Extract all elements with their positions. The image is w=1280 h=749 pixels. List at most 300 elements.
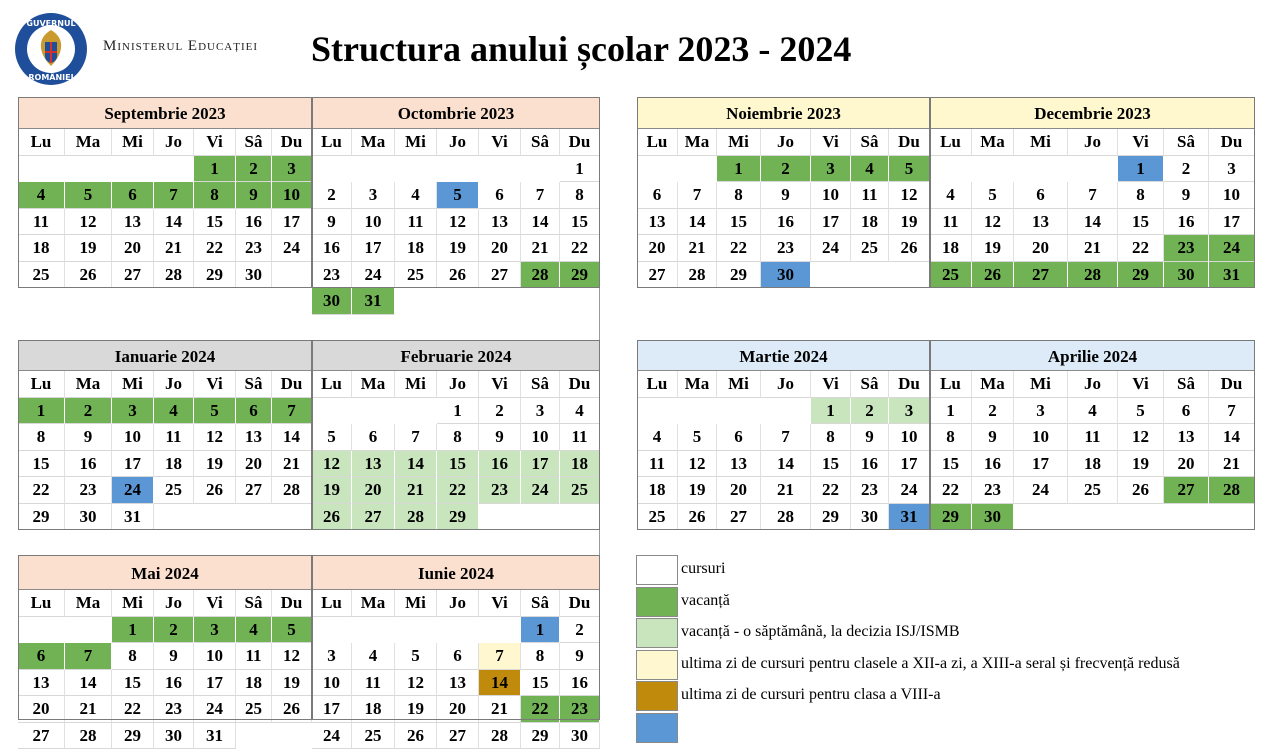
calendar-day: 18 <box>851 209 889 236</box>
calendar-day: 11 <box>930 209 972 236</box>
calendar-day: 2 <box>479 398 521 425</box>
calendar-day: 7 <box>395 424 437 451</box>
calendar-day: 18 <box>1068 451 1118 478</box>
calendar-day: 26 <box>972 262 1014 289</box>
calendar-day: 3 <box>272 156 312 183</box>
weekday-label: Mi <box>112 590 154 617</box>
calendar-day: 18 <box>236 670 272 697</box>
calendar-day: 10 <box>272 182 312 209</box>
calendar-day: 10 <box>1014 424 1068 451</box>
calendar-day: 28 <box>1068 262 1118 289</box>
weekday-label: Du <box>889 371 930 398</box>
calendar-day: 4 <box>154 398 194 425</box>
calendar-day: 9 <box>154 643 194 670</box>
calendar-day: 22 <box>930 477 972 504</box>
calendar-day: 29 <box>717 262 761 289</box>
calendar-day: 24 <box>521 477 560 504</box>
calendar-day: 6 <box>352 424 395 451</box>
calendar-day: 10 <box>889 424 930 451</box>
legend-swatch <box>636 555 678 585</box>
calendar-day: 15 <box>194 209 236 236</box>
calendar-day: 26 <box>1118 477 1164 504</box>
calendar-day: 12 <box>194 424 236 451</box>
calendar-day: 15 <box>437 451 479 478</box>
calendar-day: 17 <box>194 670 236 697</box>
weekday-label: Vi <box>1118 129 1164 156</box>
weekday-label: Jo <box>761 371 811 398</box>
calendar-day: 15 <box>717 209 761 236</box>
calendar-day: 20 <box>18 696 65 723</box>
calendar-day: 16 <box>312 235 352 262</box>
calendar-day: 9 <box>560 643 600 670</box>
legend-text: ultima zi de cursuri pentru clasele a XII-a zi, a XIII-a seral și frecvență redusă <box>681 655 1180 673</box>
calendar-day: 30 <box>761 262 811 289</box>
legend-swatch <box>636 650 678 680</box>
calendar-day: 7 <box>272 398 312 425</box>
calendar-day: 4 <box>18 182 65 209</box>
calendar-day: 17 <box>521 451 560 478</box>
calendar-day: 26 <box>272 696 312 723</box>
calendar-day: 11 <box>395 209 437 236</box>
month-title: Noiembrie 2023 <box>637 97 930 129</box>
calendar-day: 19 <box>395 696 437 723</box>
calendar-day: 16 <box>479 451 521 478</box>
calendar-day: 28 <box>678 262 717 289</box>
weekday-label: Vi <box>1118 371 1164 398</box>
weekday-label: Du <box>272 590 312 617</box>
calendar-day: 29 <box>18 504 65 531</box>
calendar-day: 3 <box>521 398 560 425</box>
weekday-label: Ma <box>65 371 112 398</box>
weekday-label: Lu <box>930 129 972 156</box>
calendar-day: 18 <box>930 235 972 262</box>
month-title: Septembrie 2023 <box>18 97 312 129</box>
calendar-day: 14 <box>521 209 560 236</box>
weekday-label: Lu <box>637 129 678 156</box>
month-title: Ianuarie 2024 <box>18 340 312 371</box>
calendar-day: 31 <box>1209 262 1255 289</box>
calendar-day: 21 <box>395 477 437 504</box>
calendar-day: 24 <box>811 235 851 262</box>
calendar-day: 28 <box>479 723 521 749</box>
weekday-label: Du <box>272 129 312 156</box>
calendar-day: 26 <box>889 235 930 262</box>
calendar-day: 29 <box>112 723 154 749</box>
legend-text: ultima zi de cursuri pentru clasa a VIII-a <box>681 686 941 704</box>
calendar-day: 6 <box>236 398 272 425</box>
calendar-day: 7 <box>678 182 717 209</box>
calendar-day: 4 <box>1068 398 1118 425</box>
weekday-label: Lu <box>930 371 972 398</box>
calendar-day: 13 <box>112 209 154 236</box>
calendar-day: 5 <box>312 424 352 451</box>
weekday-label: Lu <box>18 590 65 617</box>
weekday-label: Mi <box>395 129 437 156</box>
calendar-day: 30 <box>560 723 600 749</box>
calendar-day: 8 <box>437 424 479 451</box>
calendar-day: 27 <box>112 262 154 289</box>
calendar-day: 28 <box>154 262 194 289</box>
calendar-day: 4 <box>395 182 437 209</box>
calendar-day: 25 <box>18 262 65 289</box>
calendar-day: 8 <box>194 182 236 209</box>
calendar-day: 20 <box>1014 235 1068 262</box>
calendar-day: 5 <box>272 617 312 644</box>
calendar-day: 29 <box>1118 262 1164 289</box>
calendar-day: 17 <box>112 451 154 478</box>
calendar-day: 5 <box>1118 398 1164 425</box>
calendar-day: 14 <box>1068 209 1118 236</box>
calendar-day: 25 <box>236 696 272 723</box>
weekday-label: Ma <box>65 129 112 156</box>
weekday-label: Ma <box>352 371 395 398</box>
calendar-day: 3 <box>1209 156 1255 183</box>
weekday-label: Sâ <box>521 129 560 156</box>
calendar-day: 30 <box>65 504 112 531</box>
weekday-label: Vi <box>194 590 236 617</box>
logo-text-bottom: ROMÂNIEI <box>28 71 73 82</box>
calendar-day: 23 <box>236 235 272 262</box>
calendar-day: 24 <box>194 696 236 723</box>
calendar-day: 10 <box>521 424 560 451</box>
calendar-day: 16 <box>154 670 194 697</box>
calendar-day: 25 <box>1068 477 1118 504</box>
calendar-day: 28 <box>395 504 437 531</box>
calendar-day: 13 <box>479 209 521 236</box>
calendar-day: 26 <box>194 477 236 504</box>
weekday-label: Jo <box>437 129 479 156</box>
calendar-day: 6 <box>18 643 65 670</box>
calendar-day: 8 <box>811 424 851 451</box>
calendar-day: 24 <box>352 262 395 289</box>
calendar-day: 28 <box>761 504 811 531</box>
calendar-day: 18 <box>18 235 65 262</box>
calendar-day: 29 <box>437 504 479 531</box>
calendar-day: 2 <box>65 398 112 425</box>
calendar-day: 13 <box>236 424 272 451</box>
calendar-day: 17 <box>272 209 312 236</box>
calendar-day: 23 <box>761 235 811 262</box>
calendar-day: 21 <box>65 696 112 723</box>
calendar-day: 6 <box>479 182 521 209</box>
calendar-day: 20 <box>112 235 154 262</box>
calendar-day: 1 <box>930 398 972 425</box>
calendar-day: 20 <box>437 696 479 723</box>
calendar-day: 29 <box>930 504 972 531</box>
logo-text-top: GUVERNUL <box>26 19 75 28</box>
calendar-day: 12 <box>395 670 437 697</box>
calendar-day: 23 <box>154 696 194 723</box>
calendar-day: 18 <box>560 451 600 478</box>
weekday-label: Sâ <box>851 371 889 398</box>
calendar-day: 26 <box>312 504 352 531</box>
weekday-label: Du <box>560 590 600 617</box>
weekday-label: Ma <box>65 590 112 617</box>
calendar-day: 25 <box>395 262 437 289</box>
calendar-day: 1 <box>811 398 851 425</box>
calendar-day: 12 <box>678 451 717 478</box>
calendar-day: 8 <box>18 424 65 451</box>
weekday-label: Vi <box>811 371 851 398</box>
calendar-day: 27 <box>352 504 395 531</box>
calendar-day: 13 <box>637 209 678 236</box>
weekday-label: Vi <box>194 371 236 398</box>
calendar-day: 1 <box>112 617 154 644</box>
calendar-day: 2 <box>851 398 889 425</box>
legend-text: vacanță <box>681 592 730 610</box>
calendar-day: 6 <box>1014 182 1068 209</box>
calendar-day: 13 <box>717 451 761 478</box>
calendar-day: 26 <box>395 723 437 749</box>
calendar-day: 23 <box>851 477 889 504</box>
calendar-day: 20 <box>352 477 395 504</box>
calendar-day: 4 <box>930 182 972 209</box>
calendar-day: 1 <box>1118 156 1164 183</box>
weekday-label: Sâ <box>1164 129 1209 156</box>
weekday-label: Vi <box>479 129 521 156</box>
calendar-day: 6 <box>717 424 761 451</box>
calendar-day: 14 <box>1209 424 1255 451</box>
calendar-day: 23 <box>65 477 112 504</box>
calendar-day: 22 <box>1118 235 1164 262</box>
calendar-day: 30 <box>154 723 194 749</box>
weekday-label: Jo <box>154 590 194 617</box>
weekday-label: Ma <box>678 371 717 398</box>
month-title: Octombrie 2023 <box>312 97 600 129</box>
calendar-day: 4 <box>560 398 600 425</box>
calendar-day: 17 <box>352 235 395 262</box>
calendar-day: 6 <box>112 182 154 209</box>
calendar-day: 27 <box>236 477 272 504</box>
calendar-day: 19 <box>1118 451 1164 478</box>
calendar-day: 2 <box>154 617 194 644</box>
calendar-day: 29 <box>521 723 560 749</box>
calendar-day: 3 <box>112 398 154 425</box>
calendar-day: 15 <box>1118 209 1164 236</box>
weekday-label: Sâ <box>236 371 272 398</box>
calendar-day: 4 <box>851 156 889 183</box>
calendar-day: 24 <box>1014 477 1068 504</box>
calendar-day: 11 <box>18 209 65 236</box>
calendar-day: 14 <box>395 451 437 478</box>
calendar-day: 1 <box>437 398 479 425</box>
weekday-label: Du <box>272 371 312 398</box>
calendar-day: 13 <box>352 451 395 478</box>
month-title: Martie 2024 <box>637 340 930 371</box>
calendar-day: 2 <box>1164 156 1209 183</box>
calendar-day: 20 <box>717 477 761 504</box>
calendar-day: 12 <box>272 643 312 670</box>
calendar-day: 30 <box>236 262 272 289</box>
calendar-day: 27 <box>479 262 521 289</box>
calendar-day: 23 <box>560 696 600 723</box>
calendar-day: 17 <box>811 209 851 236</box>
calendar-day: 27 <box>437 723 479 749</box>
calendar-day: 11 <box>352 670 395 697</box>
weekday-label: Mi <box>1014 371 1068 398</box>
calendar-day: 20 <box>637 235 678 262</box>
calendar-day: 6 <box>1164 398 1209 425</box>
calendar-day: 16 <box>1164 209 1209 236</box>
calendar-day: 28 <box>521 262 560 289</box>
calendar-day: 23 <box>479 477 521 504</box>
calendar-day: 2 <box>761 156 811 183</box>
calendar-day: 3 <box>1014 398 1068 425</box>
calendar-day: 31 <box>112 504 154 531</box>
month-title: Decembrie 2023 <box>930 97 1255 129</box>
calendar-day: 15 <box>18 451 65 478</box>
calendar-day: 4 <box>352 643 395 670</box>
calendar-day: 11 <box>236 643 272 670</box>
calendar-day: 9 <box>1164 182 1209 209</box>
weekday-label: Mi <box>1014 129 1068 156</box>
calendar-day: 8 <box>717 182 761 209</box>
calendar-day: 29 <box>811 504 851 531</box>
calendar-day: 22 <box>437 477 479 504</box>
calendar-day: 16 <box>972 451 1014 478</box>
calendar-day: 22 <box>194 235 236 262</box>
calendar-day: 7 <box>761 424 811 451</box>
calendar-day: 12 <box>889 182 930 209</box>
calendar-day: 8 <box>560 182 600 209</box>
calendar-day: 5 <box>437 182 479 209</box>
calendar-day: 26 <box>678 504 717 531</box>
calendar-day: 8 <box>1118 182 1164 209</box>
calendar-day: 21 <box>521 235 560 262</box>
weekday-label: Vi <box>811 129 851 156</box>
calendar-day: 28 <box>65 723 112 749</box>
calendar-day: 11 <box>1068 424 1118 451</box>
calendar-day: 7 <box>1209 398 1255 425</box>
weekday-label: Mi <box>112 129 154 156</box>
weekday-label: Ma <box>972 371 1014 398</box>
calendar-day: 19 <box>437 235 479 262</box>
calendar-day: 10 <box>112 424 154 451</box>
weekday-label: Jo <box>154 129 194 156</box>
calendar-day: 24 <box>312 723 352 749</box>
calendar-day: 1 <box>194 156 236 183</box>
calendar-day: 23 <box>972 477 1014 504</box>
calendar-day: 2 <box>560 617 600 644</box>
calendar-day: 14 <box>154 209 194 236</box>
calendar-day: 27 <box>18 723 65 749</box>
calendar-day: 21 <box>1068 235 1118 262</box>
calendar-day: 2 <box>312 182 352 209</box>
calendar-day: 21 <box>1209 451 1255 478</box>
calendar-day: 19 <box>678 477 717 504</box>
calendar-day: 17 <box>1209 209 1255 236</box>
calendar-day: 20 <box>1164 451 1209 478</box>
calendar-day: 22 <box>18 477 65 504</box>
calendar-day: 23 <box>1164 235 1209 262</box>
calendar-day: 9 <box>312 209 352 236</box>
calendar-day: 15 <box>560 209 600 236</box>
weekday-label: Vi <box>194 129 236 156</box>
calendar-day: 21 <box>272 451 312 478</box>
calendar-day: 3 <box>352 182 395 209</box>
calendar-day: 26 <box>437 262 479 289</box>
calendar-day: 10 <box>312 670 352 697</box>
calendar-day: 5 <box>65 182 112 209</box>
legend-swatch <box>636 587 678 617</box>
calendar-day: 1 <box>18 398 65 425</box>
weekday-label: Du <box>560 129 600 156</box>
calendar-day: 13 <box>1164 424 1209 451</box>
weekday-label: Jo <box>437 371 479 398</box>
calendar-day: 9 <box>479 424 521 451</box>
calendar-day: 14 <box>479 670 521 697</box>
calendar-day: 6 <box>637 182 678 209</box>
weekday-label: Mi <box>717 371 761 398</box>
calendar-day: 10 <box>194 643 236 670</box>
calendar-day: 18 <box>395 235 437 262</box>
weekday-label: Mi <box>395 371 437 398</box>
calendar-day: 7 <box>1068 182 1118 209</box>
calendar-day: 20 <box>479 235 521 262</box>
weekday-label: Du <box>560 371 600 398</box>
calendar-day: 12 <box>1118 424 1164 451</box>
calendar-day: 30 <box>1164 262 1209 289</box>
weekday-label: Du <box>889 129 930 156</box>
calendar-day: 1 <box>717 156 761 183</box>
month-title: Aprilie 2024 <box>930 340 1255 371</box>
calendar-day: 6 <box>437 643 479 670</box>
calendar-day: 11 <box>637 451 678 478</box>
weekday-label: Du <box>1209 129 1255 156</box>
weekday-label: Sâ <box>1164 371 1209 398</box>
calendar-day: 24 <box>272 235 312 262</box>
calendar-day: 10 <box>352 209 395 236</box>
weekday-label: Lu <box>18 129 65 156</box>
calendar-day: 23 <box>312 262 352 289</box>
legend-swatch <box>636 713 678 743</box>
calendar-day: 3 <box>194 617 236 644</box>
weekday-label: Lu <box>18 371 65 398</box>
calendar-day: 27 <box>717 504 761 531</box>
calendar-day: 17 <box>312 696 352 723</box>
weekday-label: Vi <box>479 371 521 398</box>
calendar-day: 4 <box>637 424 678 451</box>
calendar-day: 12 <box>972 209 1014 236</box>
weekday-label: Jo <box>761 129 811 156</box>
calendar-day: 8 <box>112 643 154 670</box>
legend-swatch <box>636 681 678 711</box>
weekday-label: Sâ <box>521 590 560 617</box>
calendar-day: 18 <box>637 477 678 504</box>
calendar-day: 15 <box>521 670 560 697</box>
calendar-day: 3 <box>312 643 352 670</box>
calendar-day: 2 <box>972 398 1014 425</box>
calendar-day: 20 <box>236 451 272 478</box>
weekday-label: Mi <box>112 371 154 398</box>
calendar-day: 30 <box>851 504 889 531</box>
calendar-day: 9 <box>65 424 112 451</box>
month-title: Februarie 2024 <box>312 340 600 371</box>
calendar-day: 22 <box>560 235 600 262</box>
weekday-label: Ma <box>352 129 395 156</box>
calendar-day: 25 <box>352 723 395 749</box>
calendar-day: 16 <box>65 451 112 478</box>
weekday-label: Du <box>1209 371 1255 398</box>
weekday-label: Vi <box>479 590 521 617</box>
calendar-day: 15 <box>811 451 851 478</box>
calendar-day: 4 <box>236 617 272 644</box>
legend-swatch <box>636 618 678 648</box>
weekday-label: Jo <box>1068 371 1118 398</box>
weekday-label: Sâ <box>851 129 889 156</box>
calendar-day: 13 <box>437 670 479 697</box>
calendar-day: 16 <box>236 209 272 236</box>
